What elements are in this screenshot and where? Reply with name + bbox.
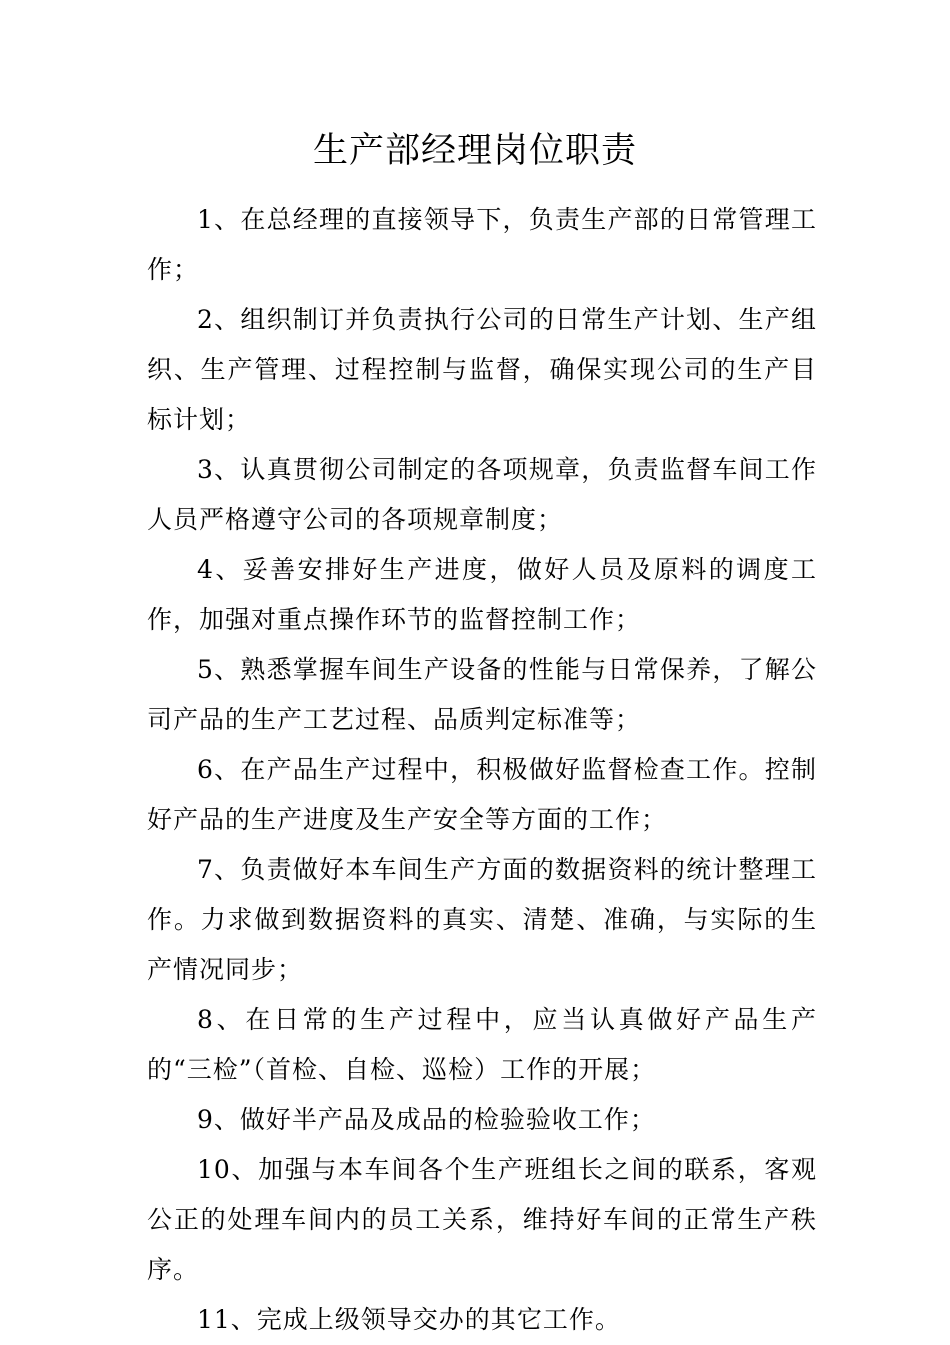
duty-item-4: 4、妥善安排好生产进度，做好人员及原料的调度工作，加强对重点操作环节的监督控制工作； — [147, 555, 817, 634]
duty-list — [147, 195, 817, 1345]
duty-item-1: 1、在总经理的直接领导下，负责生产部的日常管理工作； — [147, 205, 817, 284]
duty-item-5: 5、熟悉掌握车间生产设备的性能与日常保养，了解公司产品的生产工艺过程、品质判定标准等； — [147, 655, 817, 734]
duty-item-3: 3、认真贯彻公司制定的各项规章，负责监督车间工作人员严格遵守公司的各项规章制度； — [147, 455, 817, 534]
duty-item-6: 6、在产品生产过程中，积极做好监督检查工作。控制好产品的生产进度及生产安全等方面的工作； — [147, 755, 817, 834]
duty-item-9: 9、做好半产品及成品的检验验收工作； — [197, 1105, 656, 1134]
duty-item-7: 7、负责做好本车间生产方面的数据资料的统计整理工作。力求做到数据资料的真实、清楚、准确，与实际的生产情况同步； — [147, 855, 817, 984]
duty-item-11: 11、完成上级领导交办的其它工作。 — [197, 1305, 621, 1334]
duty-item-8: 8、在日常的生产过程中，应当认真做好产品生产的“三检”（首检、自检、巡检）工作的开展； — [147, 1005, 817, 1084]
page-title: 生产部经理岗位职责 — [312, 131, 637, 171]
duty-item-2: 2、组织制订并负责执行公司的日常生产计划、生产组织、生产管理、过程控制与监督，确保实现公司的生产目标计划； — [147, 305, 817, 434]
duty-item-10: 10、加强与本车间各个生产班组长之间的联系，客观公正的处理车间内的员工关系，维持好车间的正常生产秩序。 — [147, 1155, 817, 1284]
